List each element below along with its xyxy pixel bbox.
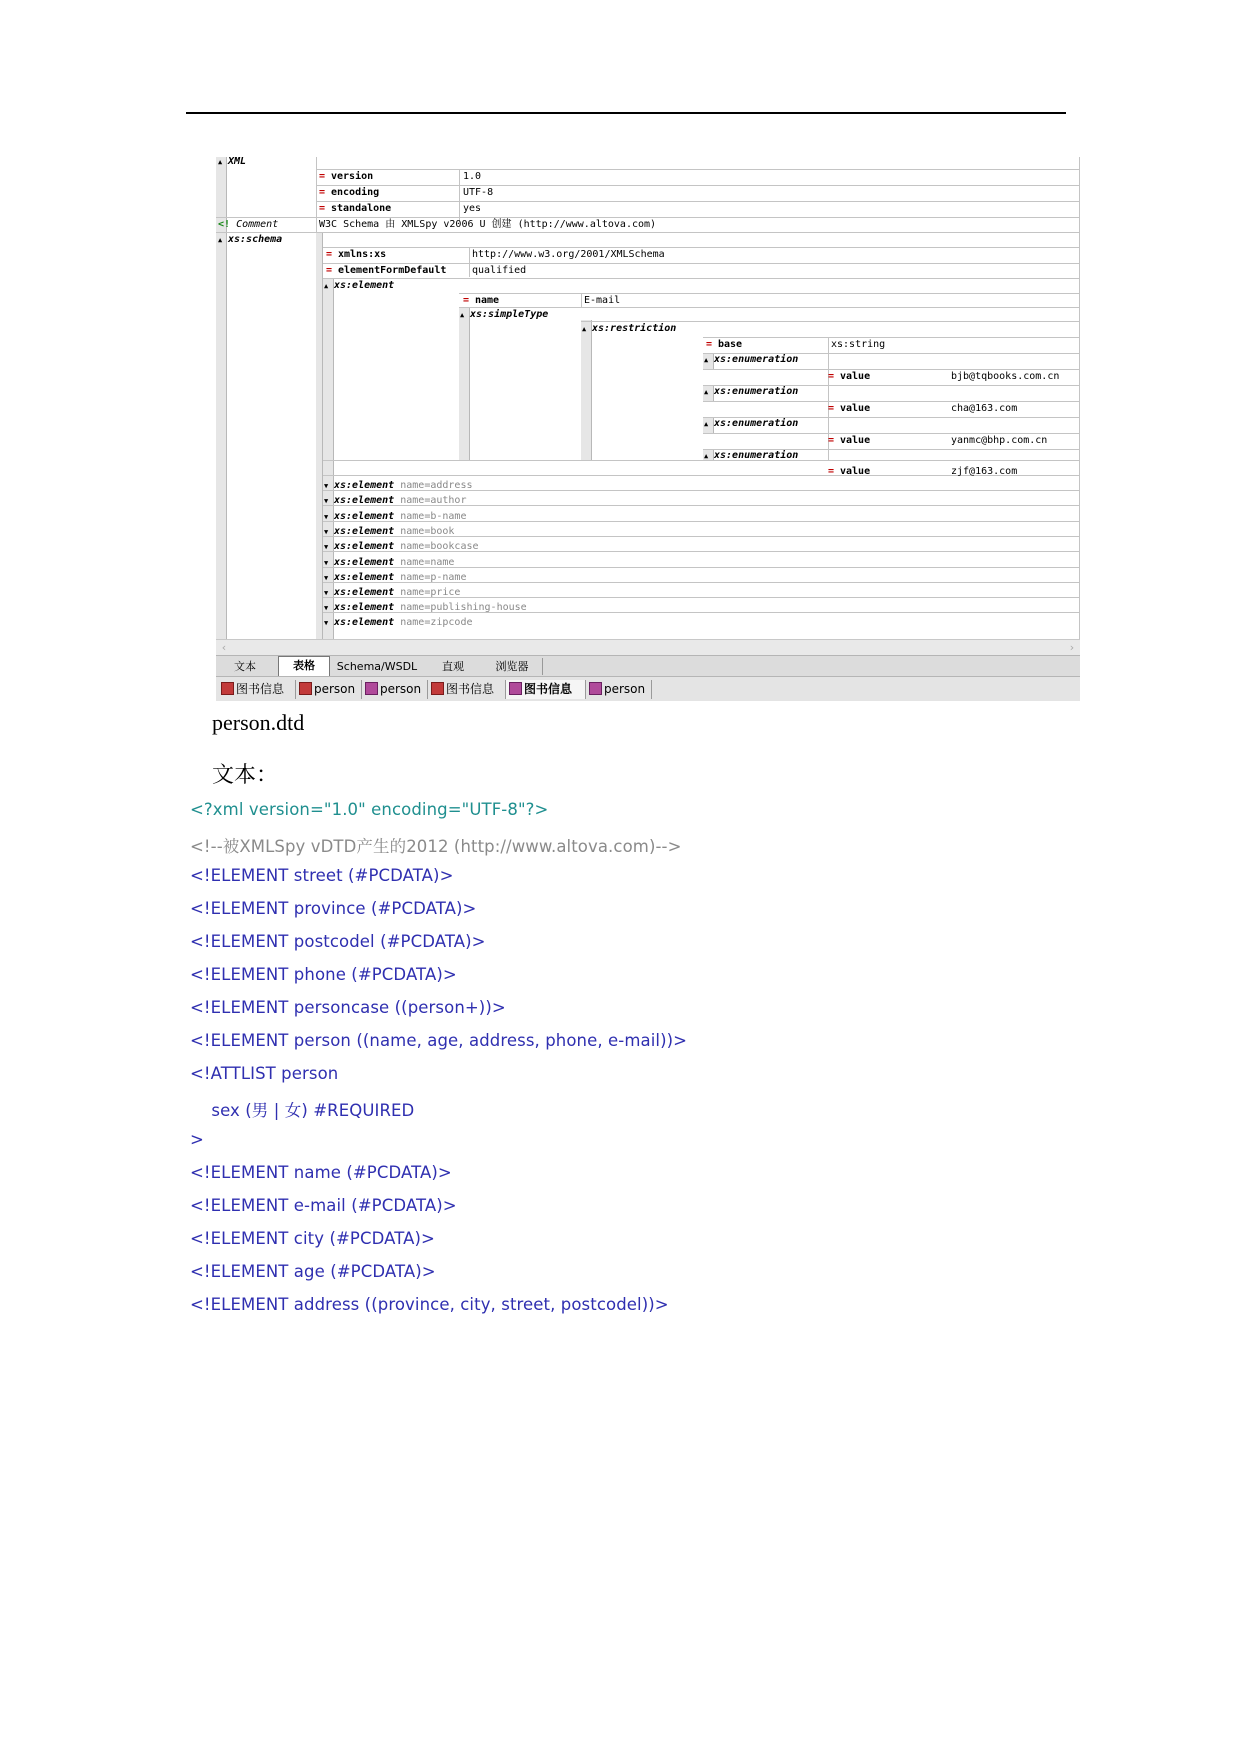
restriction-attr-base-value[interactable]: xs:string: [831, 339, 886, 350]
dtd-line: >: [190, 1130, 204, 1149]
element-attr-name-value[interactable]: E-mail: [584, 295, 621, 306]
enumeration-value[interactable]: zjf@163.com: [951, 466, 1018, 477]
attribute-icon: =: [706, 339, 713, 350]
simpletype-node[interactable]: ▲ xs:simpleType: [460, 307, 548, 322]
dtd-line: <!ELEMENT phone (#PCDATA)>: [190, 965, 457, 984]
file-tab[interactable]: person: [296, 680, 362, 699]
attribute-icon: =: [319, 203, 326, 214]
file-tab-active[interactable]: 图书信息: [506, 680, 586, 699]
dtd-line: <!ELEMENT person ((name, age, address, phone, e-mail))>: [190, 1031, 688, 1050]
dtd-file-icon: [221, 682, 234, 695]
file-tab[interactable]: 图书信息: [428, 680, 506, 699]
attribute-icon: =: [828, 403, 835, 414]
dtd-line: <!ELEMENT e-mail (#PCDATA)>: [190, 1196, 457, 1215]
expand-arrow-icon[interactable]: ▼: [324, 543, 329, 551]
file-tab[interactable]: 图书信息: [218, 680, 296, 699]
xml-file-icon: [299, 682, 312, 695]
collapse-arrow-icon[interactable]: ▲: [460, 311, 465, 319]
schema-gutter: [316, 232, 323, 639]
dtd-line: <!ELEMENT age (#PCDATA)>: [190, 1262, 436, 1281]
enumeration-value[interactable]: bjb@tqbooks.com.cn: [951, 371, 1060, 382]
expand-arrow-icon[interactable]: ▼: [324, 559, 329, 567]
dtd-line: sex (男 | 女) #REQUIRED: [190, 1101, 415, 1120]
collapsed-element-row[interactable]: ▼ xs:element name=zipcode: [324, 615, 473, 630]
expand-arrow-icon[interactable]: ▼: [324, 589, 329, 597]
file-tab[interactable]: person: [586, 680, 652, 699]
xml-attr-version-value[interactable]: 1.0: [463, 171, 482, 182]
schema-grid: [216, 157, 1080, 639]
collapse-arrow-icon[interactable]: ▲: [218, 158, 223, 166]
collapsed-element-row[interactable]: ▼ xs:element name=price: [324, 585, 460, 600]
attribute-icon: =: [326, 265, 333, 276]
comment-node[interactable]: <! Comment: [218, 219, 279, 230]
scroll-right-icon[interactable]: ›: [1069, 641, 1075, 654]
comment-text[interactable]: W3C Schema 由 XMLSpy v2006 U 创建 (http://www.altova.com): [319, 219, 657, 230]
xsd-file-icon: [509, 682, 522, 695]
expand-arrow-icon[interactable]: ▼: [324, 574, 329, 582]
collapse-arrow-icon[interactable]: ▲: [704, 356, 709, 364]
schema-node[interactable]: ▲ xs:schema: [218, 232, 282, 247]
enumeration-value-attr[interactable]: = value: [828, 466, 871, 477]
expand-arrow-icon[interactable]: ▼: [324, 482, 329, 490]
restriction-node[interactable]: ▲ xs:restriction: [582, 321, 676, 336]
collapsed-element-row[interactable]: ▼ xs:element name=b-name: [324, 509, 466, 524]
xml-declaration-line: <?xml version="1.0" encoding="UTF-8"?>: [190, 800, 549, 819]
enumeration-node[interactable]: ▲ xs:enumeration: [704, 384, 798, 399]
enumeration-value-attr[interactable]: = value: [828, 435, 871, 446]
attribute-icon: =: [828, 466, 835, 477]
xml-attr-encoding[interactable]: = encoding: [319, 187, 380, 198]
file-tab-bar: [216, 676, 1080, 701]
attribute-icon: =: [326, 249, 333, 260]
scroll-left-icon[interactable]: ‹: [221, 641, 227, 654]
xmlspy-screenshot: [216, 157, 1080, 701]
xml-attr-standalone[interactable]: = standalone: [319, 203, 392, 214]
dtd-line: <!ELEMENT address ((province, city, street, postcodel))>: [190, 1295, 669, 1314]
collapsed-element-row[interactable]: ▼ xs:element name=author: [324, 493, 466, 508]
schema-attr-xmlns-value[interactable]: http://www.w3.org/2001/XMLSchema: [472, 249, 665, 260]
tab-grid[interactable]: 表格: [278, 656, 330, 677]
collapse-arrow-icon[interactable]: ▲: [704, 388, 709, 396]
attribute-icon: =: [319, 187, 326, 198]
collapse-arrow-icon[interactable]: ▲: [582, 325, 587, 333]
dtd-line: <!ELEMENT street (#PCDATA)>: [190, 866, 454, 885]
schema-attr-xmlns[interactable]: = xmlns:xs: [326, 249, 387, 260]
dtd-comment-line: <!--被XMLSpy vDTD产生的2012 (http://www.altova.com)-->: [190, 837, 682, 856]
dtd-line: <!ELEMENT postcodel (#PCDATA)>: [190, 932, 486, 951]
restriction-attr-base[interactable]: = base: [706, 339, 743, 350]
horizontal-scrollbar[interactable]: [216, 639, 1080, 656]
dtd-file-icon: [431, 682, 444, 695]
expand-arrow-icon[interactable]: ▼: [324, 619, 329, 627]
enumeration-node[interactable]: ▲ xs:enumeration: [704, 416, 798, 431]
collapsed-element-row[interactable]: ▼ xs:element name=bookcase: [324, 539, 479, 554]
schema-attr-efd-value[interactable]: qualified: [472, 265, 527, 276]
collapse-arrow-icon[interactable]: ▲: [324, 282, 329, 290]
header-rule: [186, 112, 1066, 114]
text-label: 文本：: [212, 762, 279, 787]
enumeration-node[interactable]: ▲ xs:enumeration: [704, 352, 798, 367]
collapse-arrow-icon[interactable]: ▲: [218, 236, 223, 244]
tab-schema-wsdl[interactable]: Schema/WSDL: [336, 660, 418, 673]
collapsed-element-row[interactable]: ▼ xs:element name=publishing-house: [324, 600, 527, 615]
enumeration-value[interactable]: yanmc@bhp.com.cn: [951, 435, 1048, 446]
expand-arrow-icon[interactable]: ▼: [324, 513, 329, 521]
element-node[interactable]: ▲ xs:element: [324, 278, 394, 293]
xml-node[interactable]: ▲ XML: [218, 157, 246, 169]
tab-browser[interactable]: 浏览器: [482, 658, 543, 675]
expand-arrow-icon[interactable]: ▼: [324, 604, 329, 612]
restriction-gutter: [581, 320, 592, 460]
dtd-line: <!ELEMENT city (#PCDATA)>: [190, 1229, 435, 1248]
view-tab-bar: [216, 655, 1080, 677]
dtd-line: <!ATTLIST person: [190, 1064, 339, 1083]
xml-attr-version[interactable]: = version: [319, 171, 374, 182]
enumeration-node[interactable]: ▲ xs:enumeration: [704, 448, 798, 463]
attribute-icon: =: [828, 371, 835, 382]
collapse-arrow-icon[interactable]: ▲: [704, 420, 709, 428]
filename-heading: person.dtd: [212, 710, 305, 735]
collapsed-element-row[interactable]: ▼ xs:element name=name: [324, 555, 454, 570]
enumeration-value-attr[interactable]: = value: [828, 403, 871, 414]
enumeration-value[interactable]: cha@163.com: [951, 403, 1018, 414]
xsd-file-icon: [589, 682, 602, 695]
dtd-line: <!ELEMENT personcase ((person+))>: [190, 998, 506, 1017]
attribute-icon: =: [463, 295, 470, 306]
file-tab[interactable]: person: [362, 680, 428, 699]
tab-authentic[interactable]: 直观: [442, 660, 464, 673]
comment-icon: <!: [218, 219, 231, 230]
simpletype-gutter: [459, 307, 470, 460]
collapse-arrow-icon[interactable]: ▲: [704, 452, 709, 460]
expand-arrow-icon[interactable]: ▼: [324, 528, 329, 536]
xsd-file-icon: [365, 682, 378, 695]
collapsed-element-row[interactable]: ▼ xs:element name=p-name: [324, 570, 466, 585]
dtd-line: <!ELEMENT name (#PCDATA)>: [190, 1163, 452, 1182]
expand-arrow-icon[interactable]: ▼: [324, 497, 329, 505]
element-attr-name[interactable]: = name: [463, 295, 500, 306]
schema-attr-efd[interactable]: = elementFormDefault: [326, 265, 447, 276]
xml-attr-standalone-value[interactable]: yes: [463, 203, 482, 214]
collapsed-element-row[interactable]: ▼ xs:element name=address: [324, 478, 473, 493]
attribute-icon: =: [828, 435, 835, 446]
dtd-line: <!ELEMENT province (#PCDATA)>: [190, 899, 477, 918]
attribute-icon: =: [319, 171, 326, 182]
xml-attr-encoding-value[interactable]: UTF-8: [463, 187, 494, 198]
tab-text[interactable]: 文本: [234, 660, 256, 673]
collapsed-element-row[interactable]: ▼ xs:element name=book: [324, 524, 454, 539]
enumeration-value-attr[interactable]: = value: [828, 371, 871, 382]
